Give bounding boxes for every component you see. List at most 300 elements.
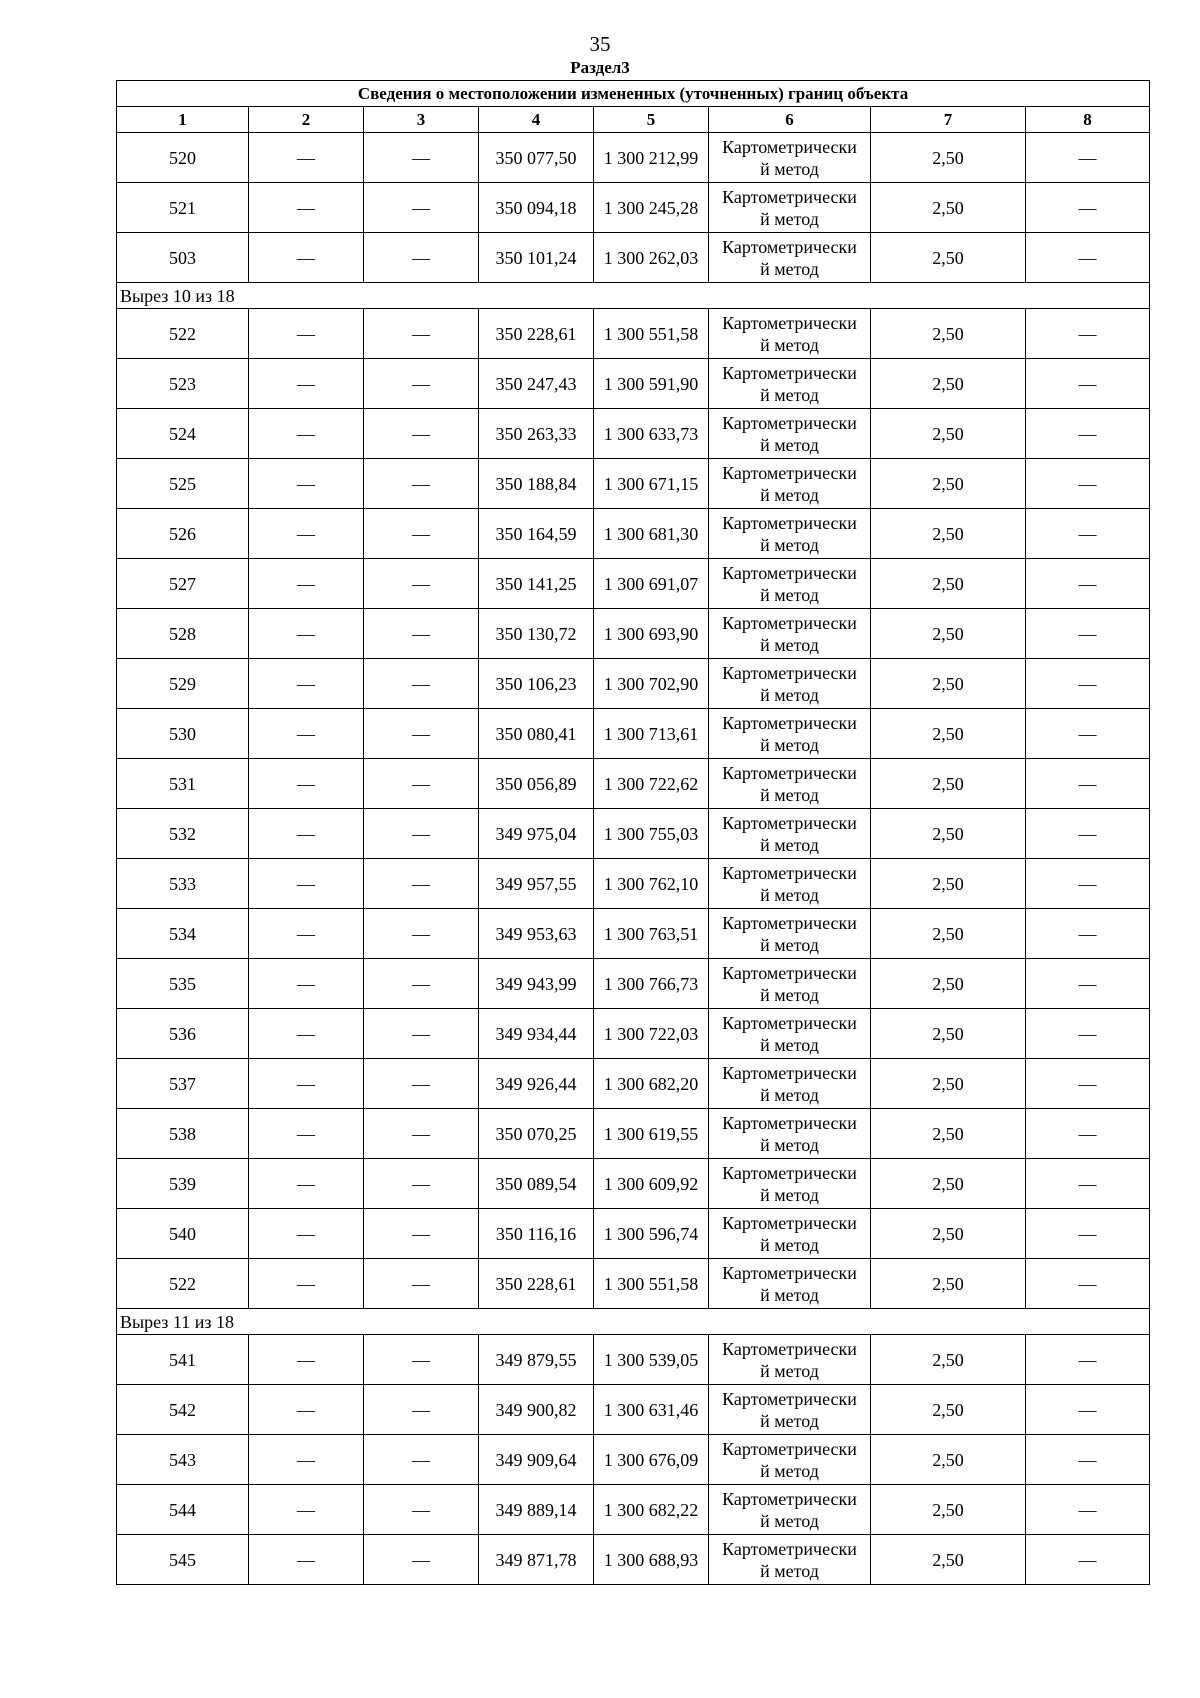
table-row: [117, 509, 1150, 559]
dash-cell: —: [364, 1059, 479, 1109]
method-cell: [709, 233, 871, 283]
point-number: 527: [117, 559, 249, 609]
table-row: [117, 759, 1150, 809]
accuracy-cell: 2,50: [871, 859, 1026, 909]
method-cell: [709, 1109, 871, 1159]
accuracy-cell: 2,50: [871, 509, 1026, 559]
point-number: 524: [117, 409, 249, 459]
method-cell: [709, 459, 871, 509]
coordinate-y: 1 300 722,03: [594, 1009, 709, 1059]
dash-cell: —: [1026, 809, 1150, 859]
coordinate-y: 1 300 609,92: [594, 1159, 709, 1209]
point-number: 526: [117, 509, 249, 559]
accuracy-cell: 2,50: [871, 1009, 1026, 1059]
table-row: [117, 1485, 1150, 1535]
column-number: 3: [364, 107, 479, 133]
coordinate-y: 1 300 763,51: [594, 909, 709, 959]
method-line-2: й метод: [760, 158, 819, 179]
column-number-row: [117, 107, 1150, 133]
point-number: 541: [117, 1335, 249, 1385]
method-cell: [709, 509, 871, 559]
coordinate-x: 350 101,24: [479, 233, 594, 283]
dash-cell: —: [1026, 1209, 1150, 1259]
coordinate-y: 1 300 619,55: [594, 1109, 709, 1159]
method-cell: [709, 809, 871, 859]
table-row: [117, 859, 1150, 909]
coordinate-y: 1 300 551,58: [594, 1259, 709, 1309]
method-line-1: Картометрически: [722, 136, 857, 157]
coordinate-y: 1 300 681,30: [594, 509, 709, 559]
method-line-2: й метод: [760, 1184, 819, 1205]
coordinate-x: 350 188,84: [479, 459, 594, 509]
dash-cell: —: [249, 1159, 364, 1209]
point-number: 538: [117, 1109, 249, 1159]
dash-cell: —: [364, 309, 479, 359]
coordinate-y: 1 300 766,73: [594, 959, 709, 1009]
point-number: 520: [117, 133, 249, 183]
coordinate-x: 350 106,23: [479, 659, 594, 709]
point-number: 530: [117, 709, 249, 759]
accuracy-cell: 2,50: [871, 1385, 1026, 1435]
coordinate-x: 350 247,43: [479, 359, 594, 409]
accuracy-cell: 2,50: [871, 1335, 1026, 1385]
accuracy-cell: 2,50: [871, 183, 1026, 233]
dash-cell: —: [364, 1259, 479, 1309]
method-line-1: Картометрически: [722, 1212, 857, 1233]
method-line-2: й метод: [760, 1234, 819, 1255]
table-row: [117, 1385, 1150, 1435]
dash-cell: —: [364, 509, 479, 559]
point-number: 522: [117, 1259, 249, 1309]
method-cell: [709, 909, 871, 959]
dash-cell: —: [249, 1535, 364, 1585]
method-line-1: Картометрически: [722, 912, 857, 933]
method-line-1: Картометрически: [722, 1012, 857, 1033]
dash-cell: —: [364, 233, 479, 283]
method-cell: [709, 1435, 871, 1485]
coordinate-y: 1 300 691,07: [594, 559, 709, 609]
dash-cell: —: [249, 609, 364, 659]
method-line-2: й метод: [760, 584, 819, 605]
dash-cell: —: [1026, 959, 1150, 1009]
method-cell: [709, 659, 871, 709]
table-row: [117, 409, 1150, 459]
table-row: [117, 133, 1150, 183]
point-number: 525: [117, 459, 249, 509]
coordinate-x: 349 889,14: [479, 1485, 594, 1535]
coordinate-y: 1 300 762,10: [594, 859, 709, 909]
coordinate-y: 1 300 671,15: [594, 459, 709, 509]
accuracy-cell: 2,50: [871, 459, 1026, 509]
coordinate-y: 1 300 722,62: [594, 759, 709, 809]
coordinate-x: 350 228,61: [479, 309, 594, 359]
page-number: 35: [589, 32, 611, 56]
coordinate-y: 1 300 591,90: [594, 359, 709, 409]
dash-cell: —: [249, 959, 364, 1009]
point-number: 521: [117, 183, 249, 233]
dash-cell: —: [1026, 1485, 1150, 1535]
dash-cell: —: [1026, 1159, 1150, 1209]
dash-cell: —: [364, 133, 479, 183]
dash-cell: —: [249, 1385, 364, 1435]
dash-cell: —: [249, 509, 364, 559]
coordinate-x: 350 130,72: [479, 609, 594, 659]
dash-cell: —: [364, 1209, 479, 1259]
method-line-2: й метод: [760, 208, 819, 229]
table-row: [117, 233, 1150, 283]
method-cell: [709, 1335, 871, 1385]
dash-cell: —: [364, 1435, 479, 1485]
method-line-1: Картометрически: [722, 862, 857, 883]
method-line-2: й метод: [760, 384, 819, 405]
method-line-2: й метод: [760, 334, 819, 355]
point-number: 534: [117, 909, 249, 959]
accuracy-cell: 2,50: [871, 233, 1026, 283]
accuracy-cell: 2,50: [871, 1159, 1026, 1209]
table-row: [117, 609, 1150, 659]
accuracy-cell: 2,50: [871, 709, 1026, 759]
table-row: [117, 1159, 1150, 1209]
method-line-1: Картометрически: [722, 1062, 857, 1083]
dash-cell: —: [1026, 759, 1150, 809]
dash-cell: —: [1026, 1009, 1150, 1059]
method-line-2: й метод: [760, 884, 819, 905]
dash-cell: —: [249, 1485, 364, 1535]
dash-cell: —: [249, 183, 364, 233]
dash-cell: —: [364, 1385, 479, 1435]
dash-cell: —: [1026, 133, 1150, 183]
dash-cell: —: [1026, 709, 1150, 759]
coordinate-y: 1 300 596,74: [594, 1209, 709, 1259]
point-number: 529: [117, 659, 249, 709]
table-row: [117, 1059, 1150, 1109]
method-line-2: й метод: [760, 1084, 819, 1105]
method-cell: [709, 709, 871, 759]
coordinate-x: 349 934,44: [479, 1009, 594, 1059]
dash-cell: —: [1026, 859, 1150, 909]
column-number: 4: [479, 107, 594, 133]
coordinate-x: 349 953,63: [479, 909, 594, 959]
coordinate-x: 349 900,82: [479, 1385, 594, 1435]
accuracy-cell: 2,50: [871, 1209, 1026, 1259]
method-line-2: й метод: [760, 1034, 819, 1055]
method-line-2: й метод: [760, 1410, 819, 1431]
dash-cell: —: [1026, 1435, 1150, 1485]
table-row: [117, 1535, 1150, 1585]
method-line-1: Картометрически: [722, 512, 857, 533]
coordinate-y: 1 300 755,03: [594, 809, 709, 859]
dash-cell: —: [249, 1009, 364, 1059]
point-number: 542: [117, 1385, 249, 1435]
method-cell: [709, 359, 871, 409]
accuracy-cell: 2,50: [871, 1435, 1026, 1485]
point-number: 543: [117, 1435, 249, 1485]
coordinate-x: 350 056,89: [479, 759, 594, 809]
coordinate-x: 349 926,44: [479, 1059, 594, 1109]
method-cell: [709, 959, 871, 1009]
table-row: [117, 1109, 1150, 1159]
method-line-1: Картометрически: [722, 1112, 857, 1133]
method-line-1: Картометрически: [722, 562, 857, 583]
dash-cell: —: [364, 1009, 479, 1059]
accuracy-cell: 2,50: [871, 309, 1026, 359]
dash-cell: —: [249, 459, 364, 509]
dash-cell: —: [1026, 1259, 1150, 1309]
table-row: [117, 359, 1150, 409]
coordinate-y: 1 300 682,20: [594, 1059, 709, 1109]
method-cell: [709, 1159, 871, 1209]
method-line-2: й метод: [760, 684, 819, 705]
coordinate-x: 349 871,78: [479, 1535, 594, 1585]
method-line-1: Картометрически: [722, 712, 857, 733]
coordinate-x: 350 164,59: [479, 509, 594, 559]
accuracy-cell: 2,50: [871, 1485, 1026, 1535]
dash-cell: —: [364, 1485, 479, 1535]
coordinate-x: 349 879,55: [479, 1335, 594, 1385]
dash-cell: —: [364, 759, 479, 809]
coordinate-x: 350 080,41: [479, 709, 594, 759]
point-number: 536: [117, 1009, 249, 1059]
dash-cell: —: [364, 1335, 479, 1385]
method-line-1: Картометрически: [722, 1338, 857, 1359]
method-line-1: Картометрически: [722, 1388, 857, 1409]
coordinate-y: 1 300 682,22: [594, 1485, 709, 1535]
method-cell: [709, 1535, 871, 1585]
method-cell: [709, 1009, 871, 1059]
dash-cell: —: [249, 859, 364, 909]
coordinate-x: 350 070,25: [479, 1109, 594, 1159]
method-cell: [709, 609, 871, 659]
cutout-label: Вырез 11 из 18: [117, 1309, 1150, 1335]
accuracy-cell: 2,50: [871, 133, 1026, 183]
point-number: 540: [117, 1209, 249, 1259]
dash-cell: —: [1026, 183, 1150, 233]
method-line-1: Картометрически: [722, 312, 857, 333]
method-line-2: й метод: [760, 734, 819, 755]
coordinate-y: 1 300 713,61: [594, 709, 709, 759]
dash-cell: —: [1026, 309, 1150, 359]
method-line-1: Картометрически: [722, 662, 857, 683]
dash-cell: —: [364, 659, 479, 709]
table-row: [117, 559, 1150, 609]
accuracy-cell: 2,50: [871, 959, 1026, 1009]
dash-cell: —: [249, 133, 364, 183]
method-line-1: Картометрически: [722, 362, 857, 383]
method-line-2: й метод: [760, 1510, 819, 1531]
cutout-label-row: [117, 1309, 1150, 1335]
table-row: [117, 1435, 1150, 1485]
point-number: 545: [117, 1535, 249, 1585]
accuracy-cell: 2,50: [871, 609, 1026, 659]
boundary-coordinates-table: [116, 80, 1150, 1585]
dash-cell: —: [364, 709, 479, 759]
dash-cell: —: [364, 809, 479, 859]
coordinate-x: 349 957,55: [479, 859, 594, 909]
table-row: [117, 183, 1150, 233]
method-line-1: Картометрически: [722, 812, 857, 833]
dash-cell: —: [1026, 1335, 1150, 1385]
method-line-1: Картометрически: [722, 236, 857, 257]
table-row: [117, 309, 1150, 359]
table-row: [117, 659, 1150, 709]
method-cell: [709, 183, 871, 233]
coordinate-x: 350 089,54: [479, 1159, 594, 1209]
coordinate-x: 349 943,99: [479, 959, 594, 1009]
accuracy-cell: 2,50: [871, 1535, 1026, 1585]
table-row: [117, 959, 1150, 1009]
column-number: 6: [709, 107, 871, 133]
method-line-2: й метод: [760, 1460, 819, 1481]
point-number: 532: [117, 809, 249, 859]
dash-cell: —: [249, 909, 364, 959]
method-cell: [709, 309, 871, 359]
dash-cell: —: [249, 709, 364, 759]
dash-cell: —: [364, 909, 479, 959]
method-line-2: й метод: [760, 834, 819, 855]
dash-cell: —: [364, 409, 479, 459]
dash-cell: —: [364, 1109, 479, 1159]
dash-cell: —: [364, 359, 479, 409]
point-number: 522: [117, 309, 249, 359]
method-line-1: Картометрически: [722, 412, 857, 433]
method-line-2: й метод: [760, 784, 819, 805]
dash-cell: —: [364, 1535, 479, 1585]
method-cell: [709, 559, 871, 609]
dash-cell: —: [364, 609, 479, 659]
table-body: [117, 133, 1150, 1585]
coordinate-x: 350 263,33: [479, 409, 594, 459]
coordinate-y: 1 300 702,90: [594, 659, 709, 709]
method-cell: [709, 133, 871, 183]
dash-cell: —: [1026, 233, 1150, 283]
dash-cell: —: [364, 559, 479, 609]
method-line-1: Картометрически: [722, 462, 857, 483]
column-number: 1: [117, 107, 249, 133]
method-line-2: й метод: [760, 1560, 819, 1581]
method-line-1: Картометрически: [722, 1538, 857, 1559]
dash-cell: —: [1026, 1109, 1150, 1159]
method-line-2: й метод: [760, 984, 819, 1005]
point-number: 533: [117, 859, 249, 909]
accuracy-cell: 2,50: [871, 1059, 1026, 1109]
method-cell: [709, 859, 871, 909]
coordinate-y: 1 300 676,09: [594, 1435, 709, 1485]
method-line-1: Картометрически: [722, 1488, 857, 1509]
method-line-2: й метод: [760, 1360, 819, 1381]
dash-cell: —: [364, 183, 479, 233]
dash-cell: —: [1026, 459, 1150, 509]
dash-cell: —: [249, 1259, 364, 1309]
dash-cell: —: [249, 1335, 364, 1385]
coordinate-y: 1 300 693,90: [594, 609, 709, 659]
point-number: 537: [117, 1059, 249, 1109]
accuracy-cell: 2,50: [871, 1109, 1026, 1159]
method-cell: [709, 409, 871, 459]
dash-cell: —: [1026, 359, 1150, 409]
dash-cell: —: [249, 409, 364, 459]
coordinate-y: 1 300 631,46: [594, 1385, 709, 1435]
coordinate-x: 350 228,61: [479, 1259, 594, 1309]
method-line-2: й метод: [760, 1134, 819, 1155]
dash-cell: —: [249, 1209, 364, 1259]
method-line-1: Картометрически: [722, 186, 857, 207]
dash-cell: —: [364, 1159, 479, 1209]
dash-cell: —: [364, 459, 479, 509]
method-line-2: й метод: [760, 484, 819, 505]
point-number: 535: [117, 959, 249, 1009]
dash-cell: —: [249, 759, 364, 809]
accuracy-cell: 2,50: [871, 1259, 1026, 1309]
accuracy-cell: 2,50: [871, 409, 1026, 459]
column-number: 8: [1026, 107, 1150, 133]
method-cell: [709, 1209, 871, 1259]
dash-cell: —: [249, 309, 364, 359]
coordinate-y: 1 300 212,99: [594, 133, 709, 183]
dash-cell: —: [364, 859, 479, 909]
table-row: [117, 459, 1150, 509]
method-line-1: Картометрически: [722, 762, 857, 783]
point-number: 528: [117, 609, 249, 659]
accuracy-cell: 2,50: [871, 359, 1026, 409]
method-cell: [709, 1059, 871, 1109]
dash-cell: —: [1026, 409, 1150, 459]
dash-cell: —: [1026, 1385, 1150, 1435]
coordinate-x: 349 909,64: [479, 1435, 594, 1485]
point-number: 503: [117, 233, 249, 283]
accuracy-cell: 2,50: [871, 909, 1026, 959]
method-line-1: Картометрически: [722, 1262, 857, 1283]
column-number: 2: [249, 107, 364, 133]
method-line-2: й метод: [760, 434, 819, 455]
coordinate-y: 1 300 688,93: [594, 1535, 709, 1585]
method-line-2: й метод: [760, 1284, 819, 1305]
table-row: [117, 809, 1150, 859]
coordinate-x: 350 077,50: [479, 133, 594, 183]
method-line-1: Картометрически: [722, 612, 857, 633]
coordinate-x: 350 141,25: [479, 559, 594, 609]
coordinate-y: 1 300 551,58: [594, 309, 709, 359]
coordinate-y: 1 300 539,05: [594, 1335, 709, 1385]
dash-cell: —: [1026, 509, 1150, 559]
coordinate-y: 1 300 633,73: [594, 409, 709, 459]
table-row: [117, 1335, 1150, 1385]
table-row: [117, 1259, 1150, 1309]
method-line-2: й метод: [760, 934, 819, 955]
dash-cell: —: [249, 559, 364, 609]
table-row: [117, 909, 1150, 959]
table-row: [117, 1209, 1150, 1259]
dash-cell: —: [1026, 1059, 1150, 1109]
method-line-1: Картометрически: [722, 1162, 857, 1183]
method-line-1: Картометрически: [722, 962, 857, 983]
dash-cell: —: [249, 1435, 364, 1485]
coordinate-x: 350 094,18: [479, 183, 594, 233]
coordinate-y: 1 300 262,03: [594, 233, 709, 283]
cutout-label-row: [117, 283, 1150, 309]
dash-cell: —: [1026, 909, 1150, 959]
dash-cell: —: [1026, 659, 1150, 709]
dash-cell: —: [364, 959, 479, 1009]
coordinate-x: 350 116,16: [479, 1209, 594, 1259]
accuracy-cell: 2,50: [871, 559, 1026, 609]
method-cell: [709, 1485, 871, 1535]
cutout-label: Вырез 10 из 18: [117, 283, 1150, 309]
dash-cell: —: [249, 809, 364, 859]
dash-cell: —: [249, 233, 364, 283]
coordinate-x: 349 975,04: [479, 809, 594, 859]
dash-cell: —: [249, 359, 364, 409]
point-number: 531: [117, 759, 249, 809]
